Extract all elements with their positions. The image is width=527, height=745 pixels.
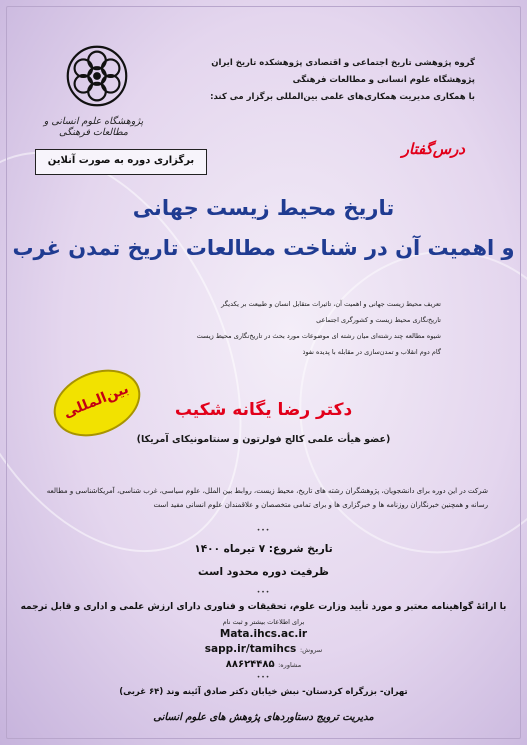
phone-number: ۸۸۶۲۴۴۸۵ — [225, 659, 275, 670]
logo-caption: پژوهشگاه علوم انسانی و مطالعات فرهنگی — [43, 116, 144, 138]
soroush-link[interactable]: sapp.ir/tamihcs — [204, 643, 297, 655]
organizer-header — [185, 55, 475, 106]
topic-item: شیوه مطالعه چند رشته‌ای میان رشته ای موضوعات مورد بحث در تاریخ‌نگاری محیط زیست — [196, 332, 441, 340]
header-line: پژوهشگاه علوم انسانی و مطالعات فرهنگی — [292, 75, 475, 85]
lesson-label: درس‌گفتار — [401, 140, 465, 158]
topic-item: گام دوم انقلاب و تمدن‌سازی در مقابله با پدیده نفوذ — [302, 348, 441, 356]
header-line: با همکاری مدیریت همکاری‌های علمی بین‌المللی برگزار می کند: — [210, 92, 475, 102]
online-notice: برگزاری دوره به صورت آنلاین — [35, 149, 207, 175]
course-title-line1: تاریخ محیط زیست جهانی — [132, 196, 395, 220]
website-link[interactable]: Mata.ihcs.ac.ir — [219, 628, 308, 640]
certificate-notice: با ارائهٔ گواهینامه معتبر و مورد تأیید وزارت علوم، تحقیقات و فناوری دارای ارزش علمی و اداری و قابل ترجمه — [20, 602, 507, 612]
presenter-name: دکتر رضا یگانه شکیب — [174, 400, 353, 420]
course-title-line2: و اهمیت آن در شناخت مطالعات تاریخ تمدن غرب — [12, 236, 515, 260]
footer-organizer: مدیریت ترویج دستاوردهای پژوهش های علوم انسانی — [153, 712, 374, 723]
separator: ••• — [256, 589, 271, 596]
more-info-label: برای اطلاعات بیشتر و ثبت نام — [222, 618, 305, 626]
course-description: شرکت در این دوره برای دانشجویان، پژوهشگران رشته های تاریخ، محیط زیست، روابط بین الملل، علوم سیاسی، غرب شناسی، آمریکاشناسی و مطالعه رسانه و همچنین خبرنگاران روزنامه ها و خبرگزاری ها و برای تمامی متخصصان و علاقمندان علوم انسانی مفید است — [46, 487, 488, 509]
presenter-affiliation: (عضو هیأت علمی کالج فولرتون و سنتامونیکای آمریکا) — [136, 434, 391, 445]
international-badge: بین‌المللی — [44, 357, 151, 448]
separator: ••• — [256, 527, 271, 534]
topic-item: تعریف محیط زیست جهانی و اهمیت آن، تاثیرات متقابل انسان و طبیعت بر یکدیگر — [221, 300, 441, 308]
start-date: تاریخ شروع: ۷ تیرماه ۱۴۰۰ — [194, 543, 333, 555]
header-line: گروه پژوهشی تاریخ اجتماعی و اقتصادی پژوهشکده تاریخ ایران — [211, 58, 475, 68]
soroush-label: سروش: — [299, 646, 323, 654]
institute-emblem-icon — [58, 40, 136, 112]
topic-item: تاریخ‌نگاری محیط زیست و کشورگری اجتماعی — [316, 316, 441, 324]
separator: ••• — [256, 674, 271, 681]
address: تهران- بزرگراه کردستان- نبش خیابان دکتر صادق آئینه وند (۶۴ غربی) — [119, 687, 408, 697]
topic-list — [81, 296, 441, 360]
capacity-notice: ظرفیت دوره محدود است — [198, 566, 329, 578]
consult-label: مشاوره: — [278, 661, 302, 669]
consult-row — [0, 659, 527, 670]
soroush-row — [0, 643, 527, 655]
